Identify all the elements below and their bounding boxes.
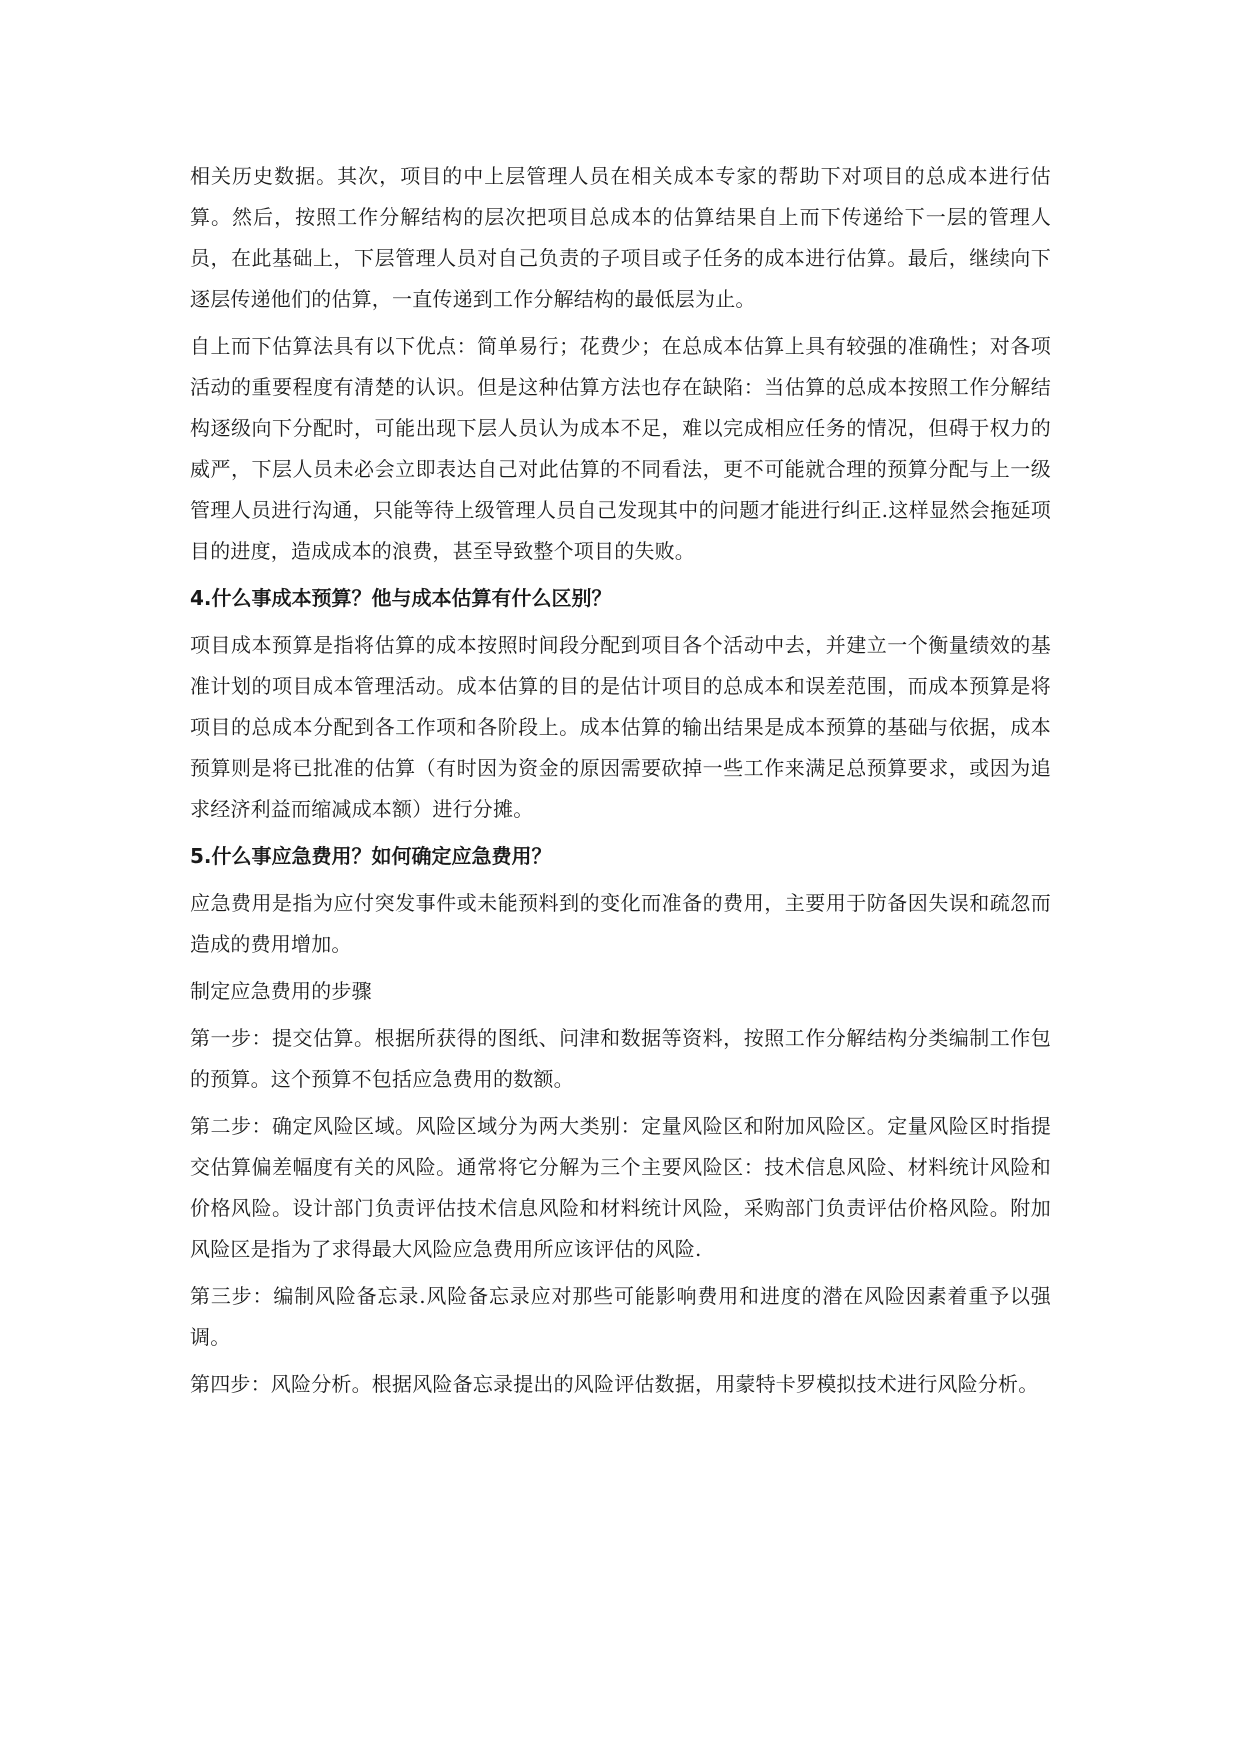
paragraph-steps-title: 制定应急费用的步骤 bbox=[190, 979, 372, 1003]
paragraph-step-1: 第一步：提交估算。根据所获得的图纸、问津和数据等资料，按照工作分解结构分类编制工作包的预算。这个预算不包括应急费用的数额。 bbox=[190, 1026, 1051, 1091]
paragraph-step-3: 第三步：编制风险备忘录.风险备忘录应对那些可能影响费用和进度的潜在风险因素着重予以强调。 bbox=[190, 1284, 1051, 1349]
heading-question-5: 5.什么事应急费用？如何确定应急费用？ bbox=[190, 844, 552, 868]
paragraph-step-4: 第四步：风险分析。根据风险备忘录提出的风险评估数据，用蒙特卡罗模拟技术进行风险分析。 bbox=[190, 1372, 1039, 1396]
paragraph-cost-budget: 项目成本预算是指将估算的成本按照时间段分配到项目各个活动中去，并建立一个衡量绩效的基准计划的项目成本管理活动。成本估算的目的是估计项目的总成本和误差范围，而成本预算是将项目的总成本分配到各工作项和各阶段上。成本估算的输出结果是成本预算的基础与依据，成本预算则是将已批准的估算（有时因为资金的原因需要砍掉一些工作来满足总预算要求，或因为追求经济利益而缩减成本额）进行分摊。 bbox=[190, 633, 1051, 821]
paragraph-contingency-definition: 应急费用是指为应付突发事件或未能预料到的变化而准备的费用，主要用于防备因失误和疏忽而造成的费用增加。 bbox=[190, 891, 1051, 956]
heading-question-4: 4.什么事成本预算？他与成本估算有什么区别？ bbox=[190, 586, 612, 610]
paragraph-top-down-process: 相关历史数据。其次，项目的中上层管理人员在相关成本专家的帮助下对项目的总成本进行估算。然后，按照工作分解结构的层次把项目总成本的估算结果自上而下传递给下一层的管理人员，在此基础上，下层管理人员对自己负责的子项目或子任务的成本进行估算。最后，继续向下逐层传递他们的估算，一直传递到工作分解结构的最低层为止。 bbox=[190, 164, 1051, 311]
paragraph-step-2: 第二步：确定风险区域。风险区域分为两大类别：定量风险区和附加风险区。定量风险区时指提交估算偏差幅度有关的风险。通常将它分解为三个主要风险区：技术信息风险、材料统计风险和价格风险。设计部门负责评估技术信息风险和材料统计风险，采购部门负责评估价格风险。附加风险区是指为了求得最大风险应急费用所应该评估的风险. bbox=[190, 1114, 1051, 1261]
paragraph-top-down-pros-cons: 自上而下估算法具有以下优点：简单易行；花费少；在总成本估算上具有较强的准确性；对各项活动的重要程度有清楚的认识。但是这种估算方法也存在缺陷：当估算的总成本按照工作分解结构逐级向下分配时，可能出现下层人员认为成本不足，难以完成相应任务的情况，但碍于权力的威严，下层人员未必会立即表达自己对此估算的不同看法，更不可能就合理的预算分配与上一级管理人员进行沟通，只能等待上级管理人员自己发现其中的问题才能进行纠正.这样显然会拖延项目的进度，造成成本的浪费，甚至导致整个项目的失败。 bbox=[190, 334, 1051, 563]
